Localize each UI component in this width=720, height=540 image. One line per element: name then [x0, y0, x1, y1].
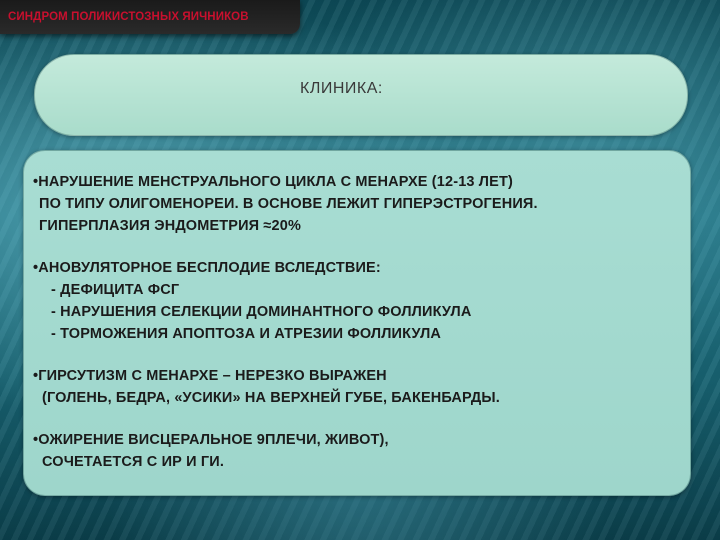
bullet-anovulatory-infertility: •АНОВУЛЯТОРНОЕ БЕСПЛОДИЕ ВСЛЕДСТВИЕ: — [33, 260, 381, 276]
slide-header-title: СИНДРОМ ПОЛИКИСТОЗНЫХ ЯИЧНИКОВ — [8, 11, 249, 23]
bullet-hirsutism: •ГИРСУТИЗМ С МЕНАРХЕ – НЕРЕЗКО ВЫРАЖЕН — [33, 368, 387, 384]
sub-item-follicle-selection: - НАРУШЕНИЯ СЕЛЕКЦИИ ДОМИНАНТНОГО ФОЛЛИКУЛА — [51, 304, 472, 320]
bullet-obesity-continued: СОЧЕТАЕТСЯ С ИР И ГИ. — [42, 454, 225, 470]
header-bar — [0, 0, 300, 34]
bullet-menstrual-cycle-continued: ПО ТИПУ ОЛИГОМЕНОРЕИ. В ОСНОВЕ ЛЕЖИТ ГИПЕРЭСТРОГЕНИЯ. — [39, 196, 538, 212]
bullet-hirsutism-continued: (ГОЛЕНЬ, БЕДРА, «УСИКИ» НА ВЕРХНЕЙ ГУБЕ, БАКЕНБАРДЫ. — [42, 390, 500, 406]
sub-item-apoptosis-inhibition: - ТОРМОЖЕНИЯ АПОПТОЗА И АТРЕЗИИ ФОЛЛИКУЛА — [51, 326, 442, 342]
section-title: КЛИНИКА: — [300, 80, 383, 97]
bullet-obesity: •ОЖИРЕНИЕ ВИСЦЕРАЛЬНОЕ 9ПЛЕЧИ, ЖИВОТ), — [33, 432, 389, 448]
sub-item-fsh-deficiency: - ДЕФИЦИТА ФСГ — [51, 282, 180, 298]
bullet-menstrual-cycle-continued: ГИПЕРПЛАЗИЯ ЭНДОМЕТРИЯ ≈20% — [39, 218, 302, 234]
bullet-menstrual-cycle: •НАРУШЕНИЕ МЕНСТРУАЛЬНОГО ЦИКЛА С МЕНАРХЕ (12-13 ЛЕТ) — [33, 174, 513, 190]
